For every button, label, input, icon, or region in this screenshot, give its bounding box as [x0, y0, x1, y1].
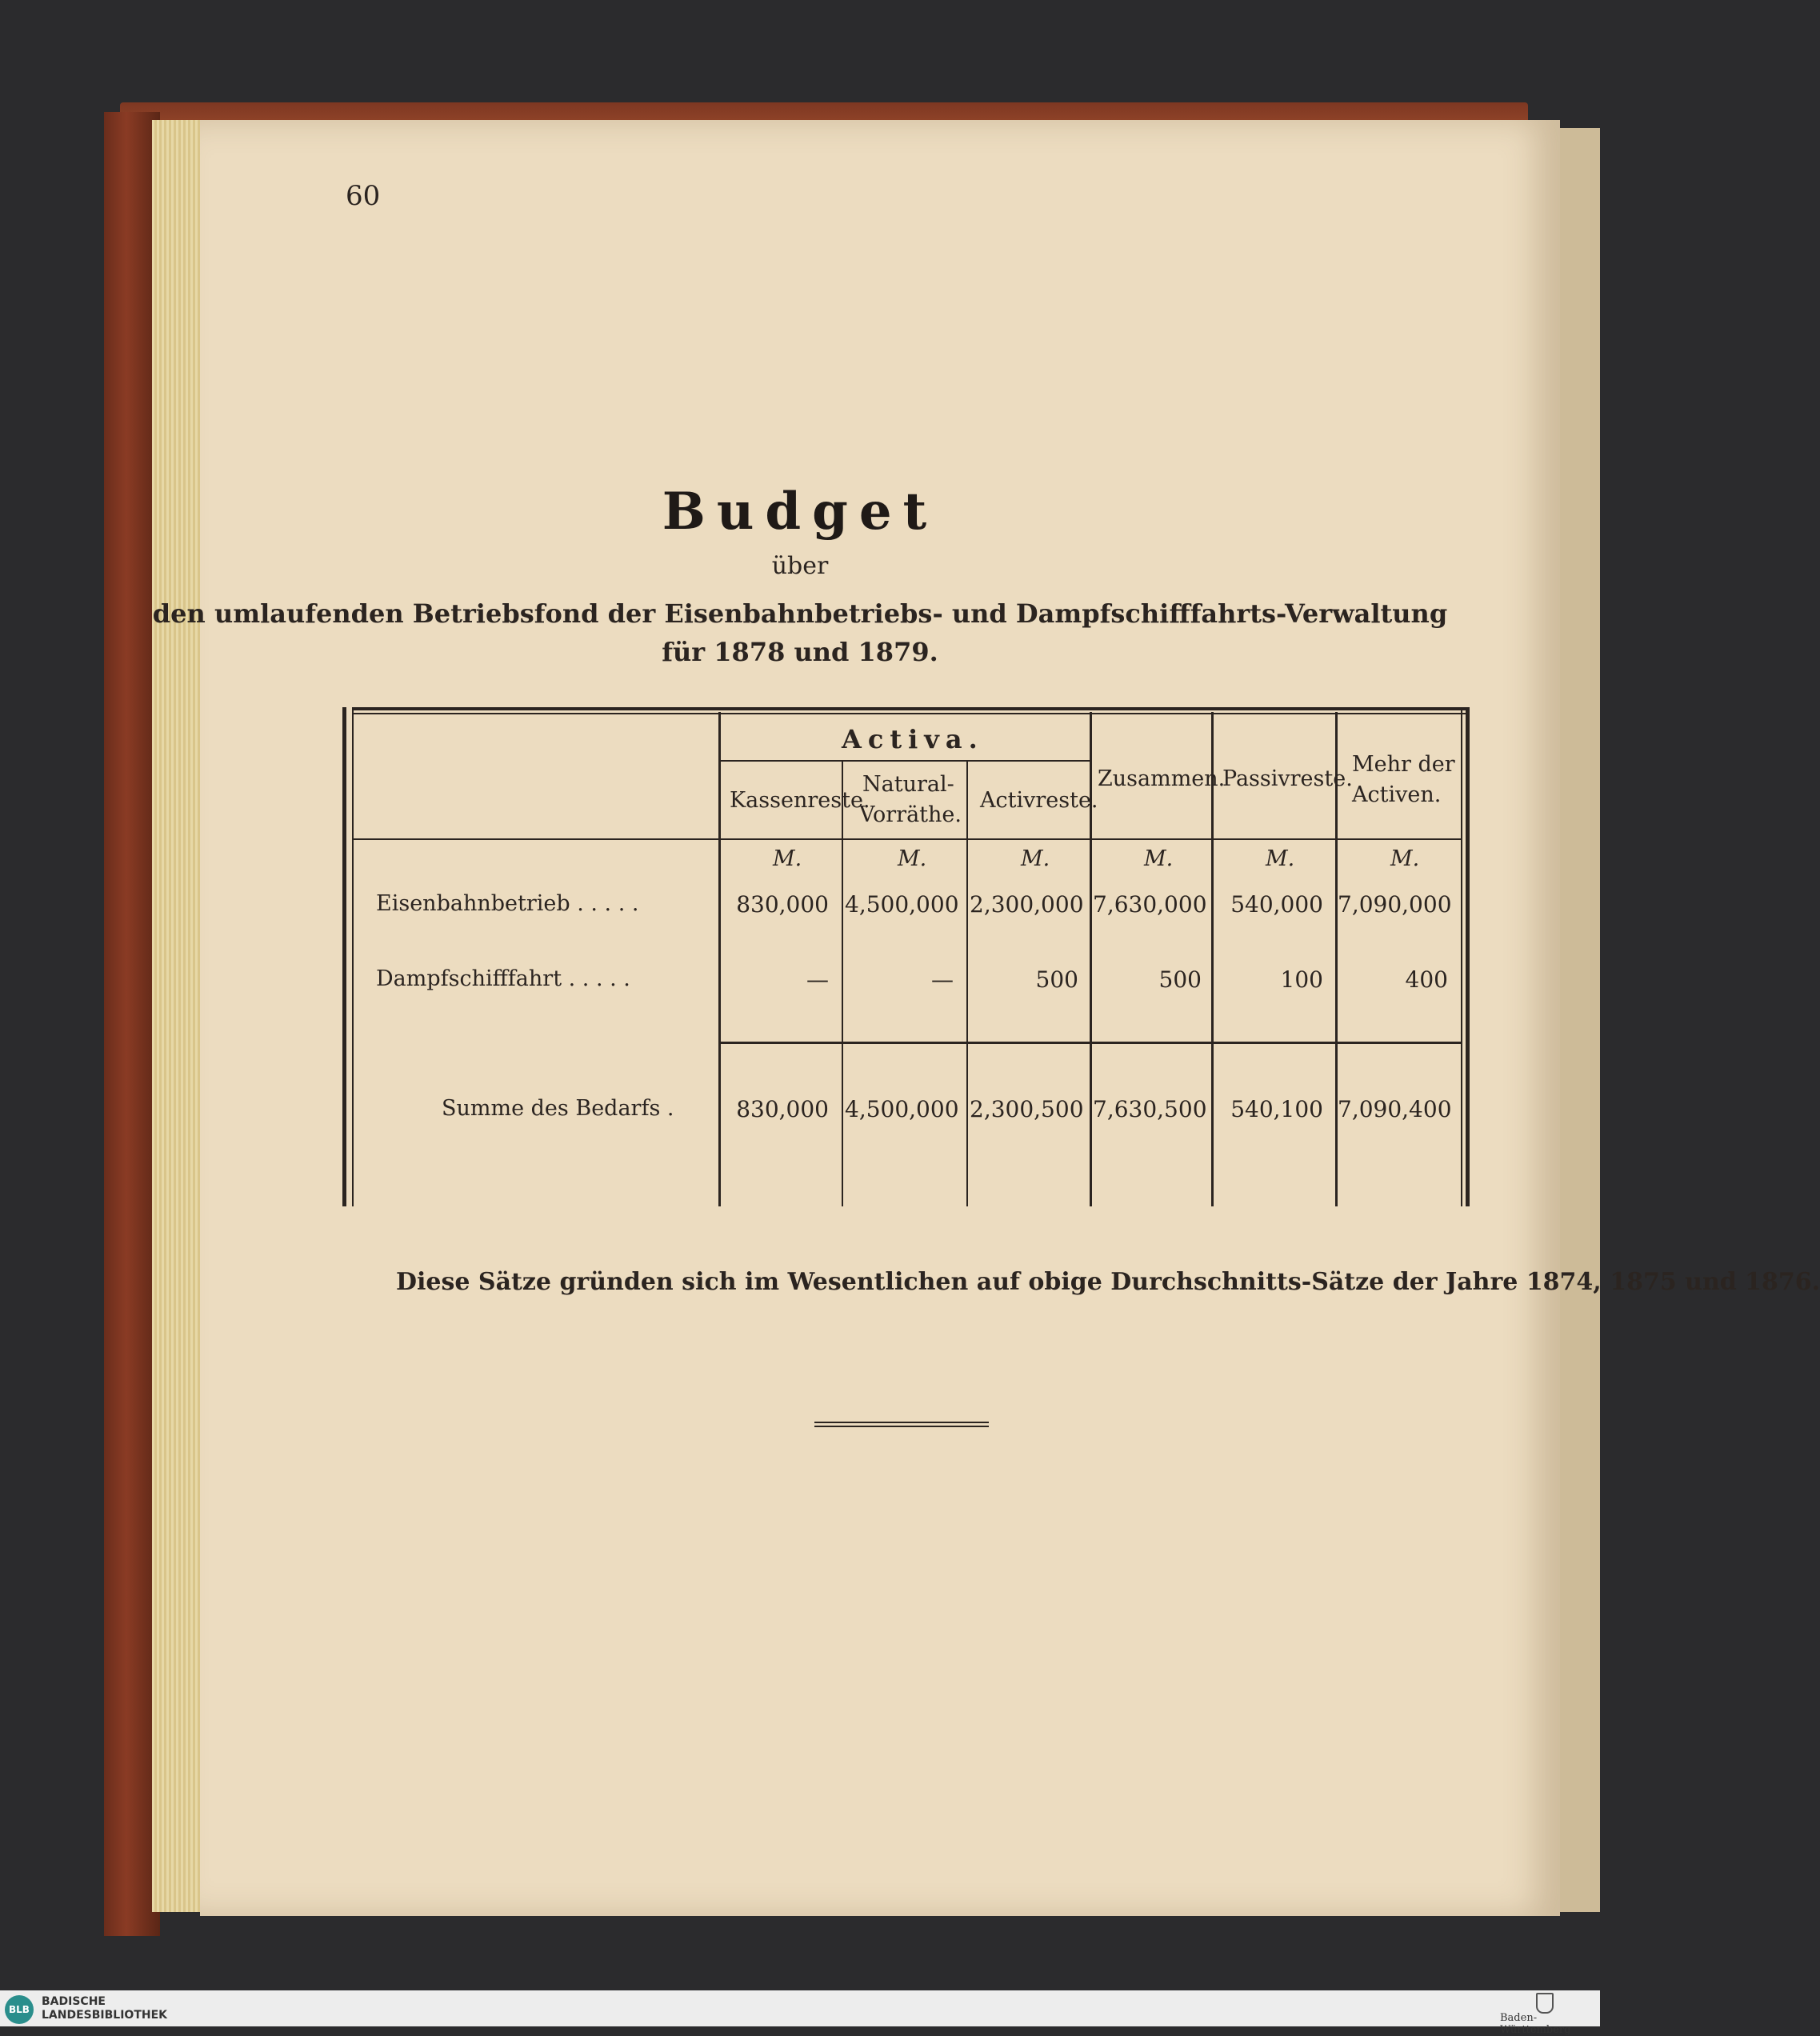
- subtitle-line-2: für 1878 und 1879.: [662, 637, 938, 667]
- unit-label: M.: [898, 846, 927, 871]
- unit-label: M.: [1390, 846, 1420, 871]
- col-header-mehr-1: Mehr der: [1352, 752, 1455, 777]
- sum-rule: [718, 1042, 1462, 1044]
- title-connector: über: [771, 552, 829, 580]
- facing-page-edge: [1560, 128, 1600, 1912]
- closing-rule: [814, 1422, 989, 1423]
- row-label-summe: Summe des Bedarfs .: [442, 1096, 674, 1121]
- cell-kassenreste: 830,000: [736, 891, 829, 918]
- cell-natural: 4,500,000: [845, 1096, 959, 1122]
- subtitle-line-1: den umlaufenden Betriebsfond der Eisenbahnbetriebs- und Dampfschifffahrts-Verwaltung: [152, 598, 1448, 629]
- library-logo: BLB: [5, 1995, 34, 2024]
- library-name: BADISCHE LANDESBIBLIOTHEK: [42, 1995, 168, 2022]
- cell-passivreste: 540,100: [1230, 1096, 1323, 1122]
- cell-activreste: 500: [1035, 966, 1078, 993]
- cell-passivreste: 100: [1280, 966, 1323, 993]
- row-label-dampfschiff: Dampfschifffahrt . . . . .: [376, 966, 630, 991]
- col-header-natural-1: Natural-: [862, 772, 954, 797]
- cell-zusammen: 7,630,000: [1093, 891, 1207, 918]
- col-header-zusammen: Zusammen.: [1098, 766, 1226, 791]
- page-title: Budget: [662, 482, 938, 542]
- activa-header: Activa.: [842, 724, 984, 754]
- col-divider-1: [718, 712, 721, 1206]
- table-top-rule: [352, 707, 1469, 710]
- cell-zusammen: 7,630,500: [1093, 1096, 1207, 1122]
- unit-label: M.: [1021, 846, 1050, 871]
- col-divider-2: [842, 760, 843, 1206]
- page-number: 60: [346, 180, 381, 212]
- cell-kassenreste: 830,000: [736, 1096, 829, 1122]
- col-divider-3: [966, 760, 968, 1206]
- row-label-eisenbahn: Eisenbahnbetrieb . . . . .: [376, 891, 639, 916]
- table-left-border: [342, 707, 346, 1206]
- table-top-rule-2: [352, 713, 1469, 714]
- header-bottom-rule: [352, 838, 1462, 840]
- unit-label: M.: [773, 846, 802, 871]
- col-header-activreste: Activreste.: [980, 788, 1098, 813]
- cell-activreste: 2,300,000: [970, 891, 1084, 918]
- cell-mehr: 7,090,400: [1338, 1096, 1452, 1122]
- cell-mehr: 400: [1405, 966, 1448, 993]
- col-header-mehr-2: Activen.: [1352, 782, 1442, 807]
- cell-zusammen: 500: [1158, 966, 1202, 993]
- table-left-border-inner: [352, 707, 354, 1206]
- activa-group-rule: [718, 760, 1091, 762]
- col-header-kassenreste: Kassenreste.: [730, 788, 870, 813]
- cell-mehr: 7,090,000: [1338, 891, 1452, 918]
- cell-activreste: 2,300,500: [970, 1096, 1084, 1122]
- coat-of-arms-icon: [1536, 1993, 1554, 2014]
- footnote: Diese Sätze gründen sich im Wesentlichen auf obige Durchschnitts-Sätze der Jahre 1874, 1875 und 1876.: [396, 1268, 1820, 1296]
- state-name: Baden-Württemberg: [1500, 2012, 1571, 2036]
- unit-label: M.: [1144, 846, 1174, 871]
- cell-natural: 4,500,000: [845, 891, 959, 918]
- col-divider-4: [1090, 712, 1092, 1206]
- page: [200, 120, 1560, 1916]
- col-header-natural-2: Vorräthe.: [859, 802, 962, 827]
- footer-bar: [0, 1990, 1600, 2026]
- cell-kassenreste: —: [806, 966, 829, 993]
- unit-label: M.: [1266, 846, 1295, 871]
- table-right-border: [1466, 707, 1470, 1206]
- cell-passivreste: 540,000: [1230, 891, 1323, 918]
- closing-rule-2: [814, 1426, 989, 1427]
- cell-natural: —: [931, 966, 954, 993]
- table-right-border-inner: [1461, 707, 1462, 1206]
- col-header-passivreste: Passivreste.: [1222, 766, 1353, 791]
